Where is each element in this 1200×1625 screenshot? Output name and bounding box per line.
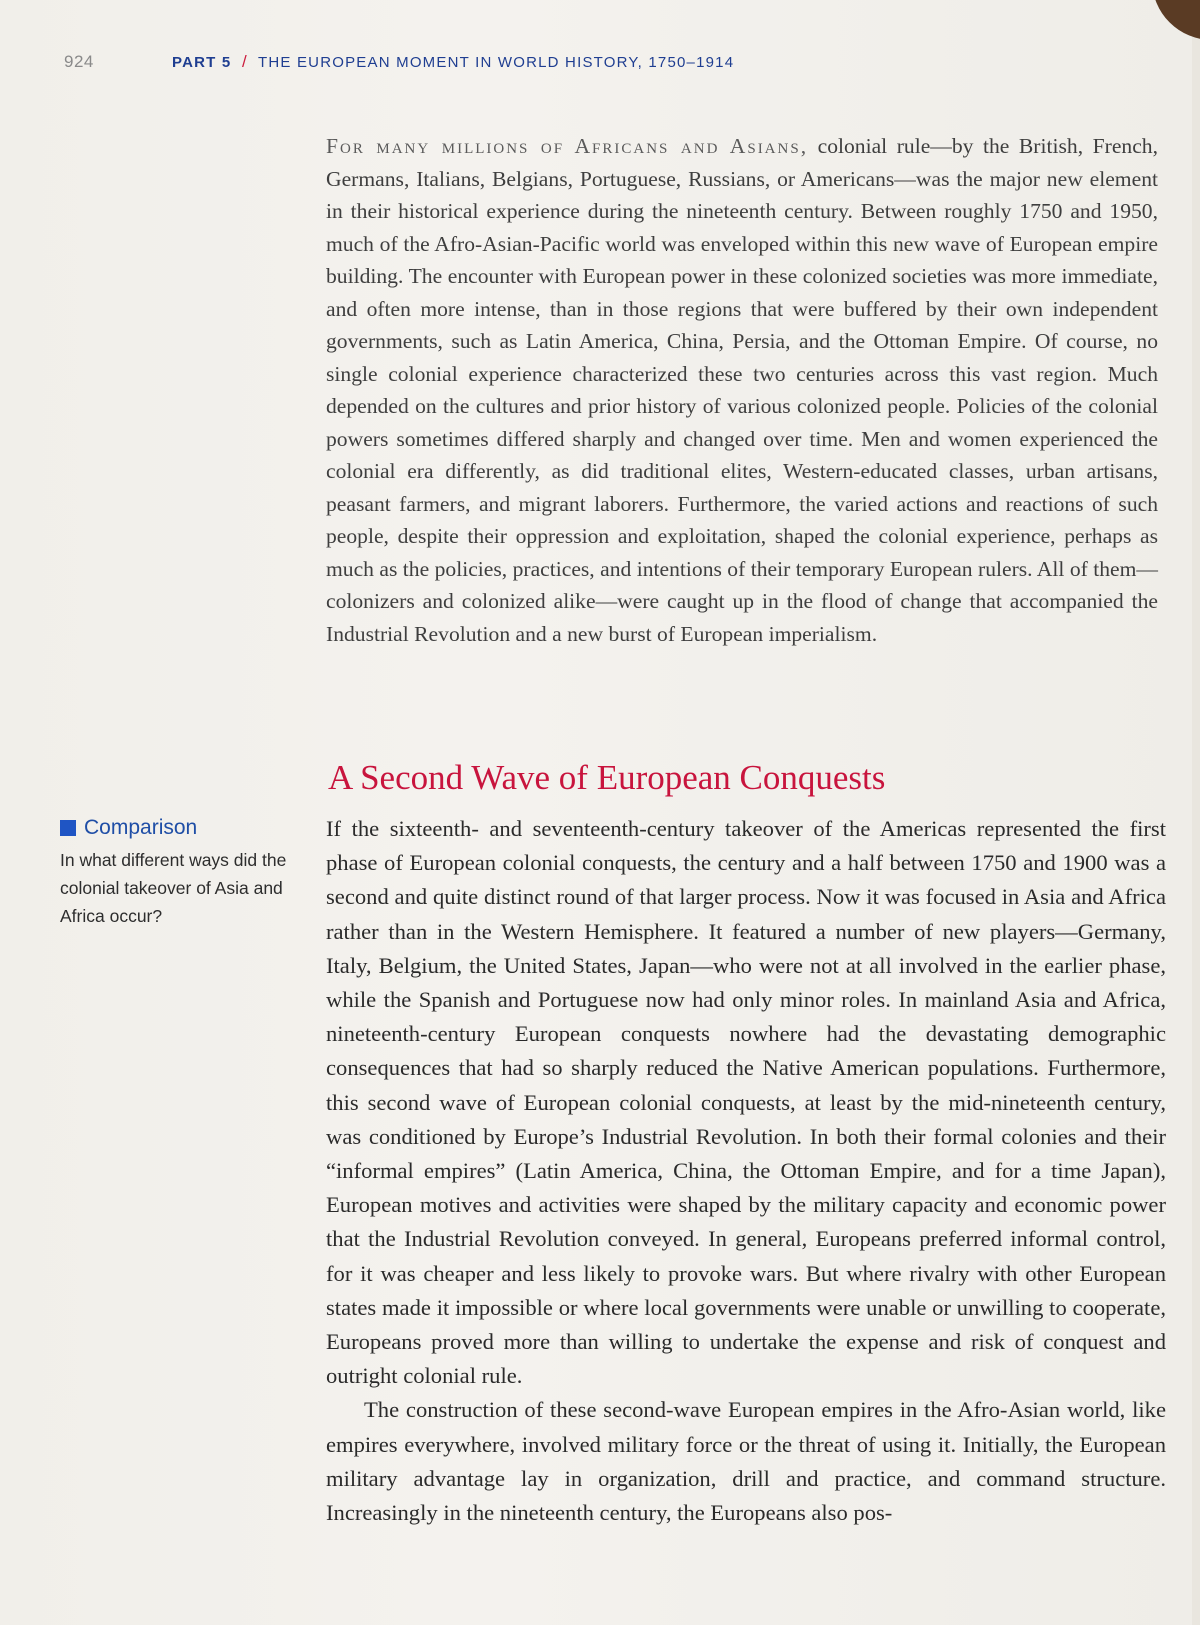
margin-note-question: In what different ways did the colonial takeover of Asia and Africa occur?	[60, 850, 287, 926]
section-title: A Second Wave of European Conquests	[328, 758, 886, 797]
running-header	[64, 52, 1064, 76]
book-cover-corner	[1152, 0, 1200, 40]
intro-paragraph	[326, 130, 1158, 650]
page-number: 924	[64, 52, 94, 71]
margin-note-label: Comparison	[84, 816, 198, 839]
blue-square-icon	[60, 820, 76, 836]
part-title: THE EUROPEAN MOMENT IN WORLD HISTORY, 1750–1914	[258, 54, 735, 71]
body-paragraph-1: If the sixteenth- and seventeenth-century takeover of the Americas represented the first phase of European colonial conquests, the century and a half between 1750 and 1900 was a second and quite distinct round of that larger process. Now it was focused in Asia and Africa rather than in the Western Hemisphere. It featured a number of new players—Germany, Italy, Belgium, the United States, Japan—who were not at all involved in the earlier phase, while the Spanish and Portuguese now had only minor roles. In mainland Asia and Africa, nineteenth-century European conquests nowhere had the devastating demographic consequences that had so sharply reduced the Native American populations. Furthermore, this second wave of European colonial conquests, at least by the mid-nineteenth century, was conditioned by Europe’s Industrial Revolution. In both their formal colonies and their “informal empires” (Latin America, China, the Ottoman Empire, and for a time Japan), European motives and activities were shaped by the military capacity and economic power that the Industrial Revolution conveyed. In general, Europeans preferred informal control, for it was cheaper and less likely to provoke wars. But where rivalry with other European states made it impossible or where local governments were unable or unwilling to cooperate, Europeans proved more than willing to undertake the expense and risk of conquest and outright colonial rule.	[326, 816, 1166, 1389]
header-separator: /	[242, 52, 248, 71]
margin-note-header	[60, 816, 300, 840]
intro-lead-in: For many millions of Africans and Asians,	[326, 134, 809, 158]
part-label: PART 5	[172, 54, 232, 71]
section-body	[326, 812, 1166, 1530]
body-paragraph-2: The construction of these second-wave European empires in the Afro-Asian world, like empires everywhere, involved military force or the threat of using it. Initially, the European military advantage lay in organization, drill and practice, and command structure. Increasingly in the nineteenth century, the Europeans also pos-	[326, 1397, 1166, 1526]
margin-note	[60, 816, 300, 930]
intro-text: colonial rule—by the British, French, Germans, Italians, Belgians, Portuguese, Russians, or Americans—was the major new element in their historical experience during the nineteenth century. Between roughly 1750 and 1950, much of the Afro-Asian-Pacific world was enveloped within this new wave of European empire building. The encounter with European power in these colonized societies was more immediate, and often more intense, than in those regions that were buffered by their own independent governments, such as Latin America, China, Persia, and the Ottoman Empire. Of course, no single colonial experience characterized these two centuries across this vast region. Much depended on the cultures and prior history of various colonized people. Policies of the colonial powers sometimes differed sharply and changed over time. Men and women experienced the colonial era differently, as did traditional elites, Western-educated classes, urban artisans, peasant farmers, and migrant laborers. Furthermore, the varied actions and reactions of such people, despite their oppression and exploitation, shaped the colonial experience, perhaps as much as the policies, practices, and intentions of their temporary European rulers. All of them—colonizers and colonized alike—were caught up in the flood of change that accompanied the Industrial Revolution and a new burst of European imperialism.	[326, 134, 1158, 646]
